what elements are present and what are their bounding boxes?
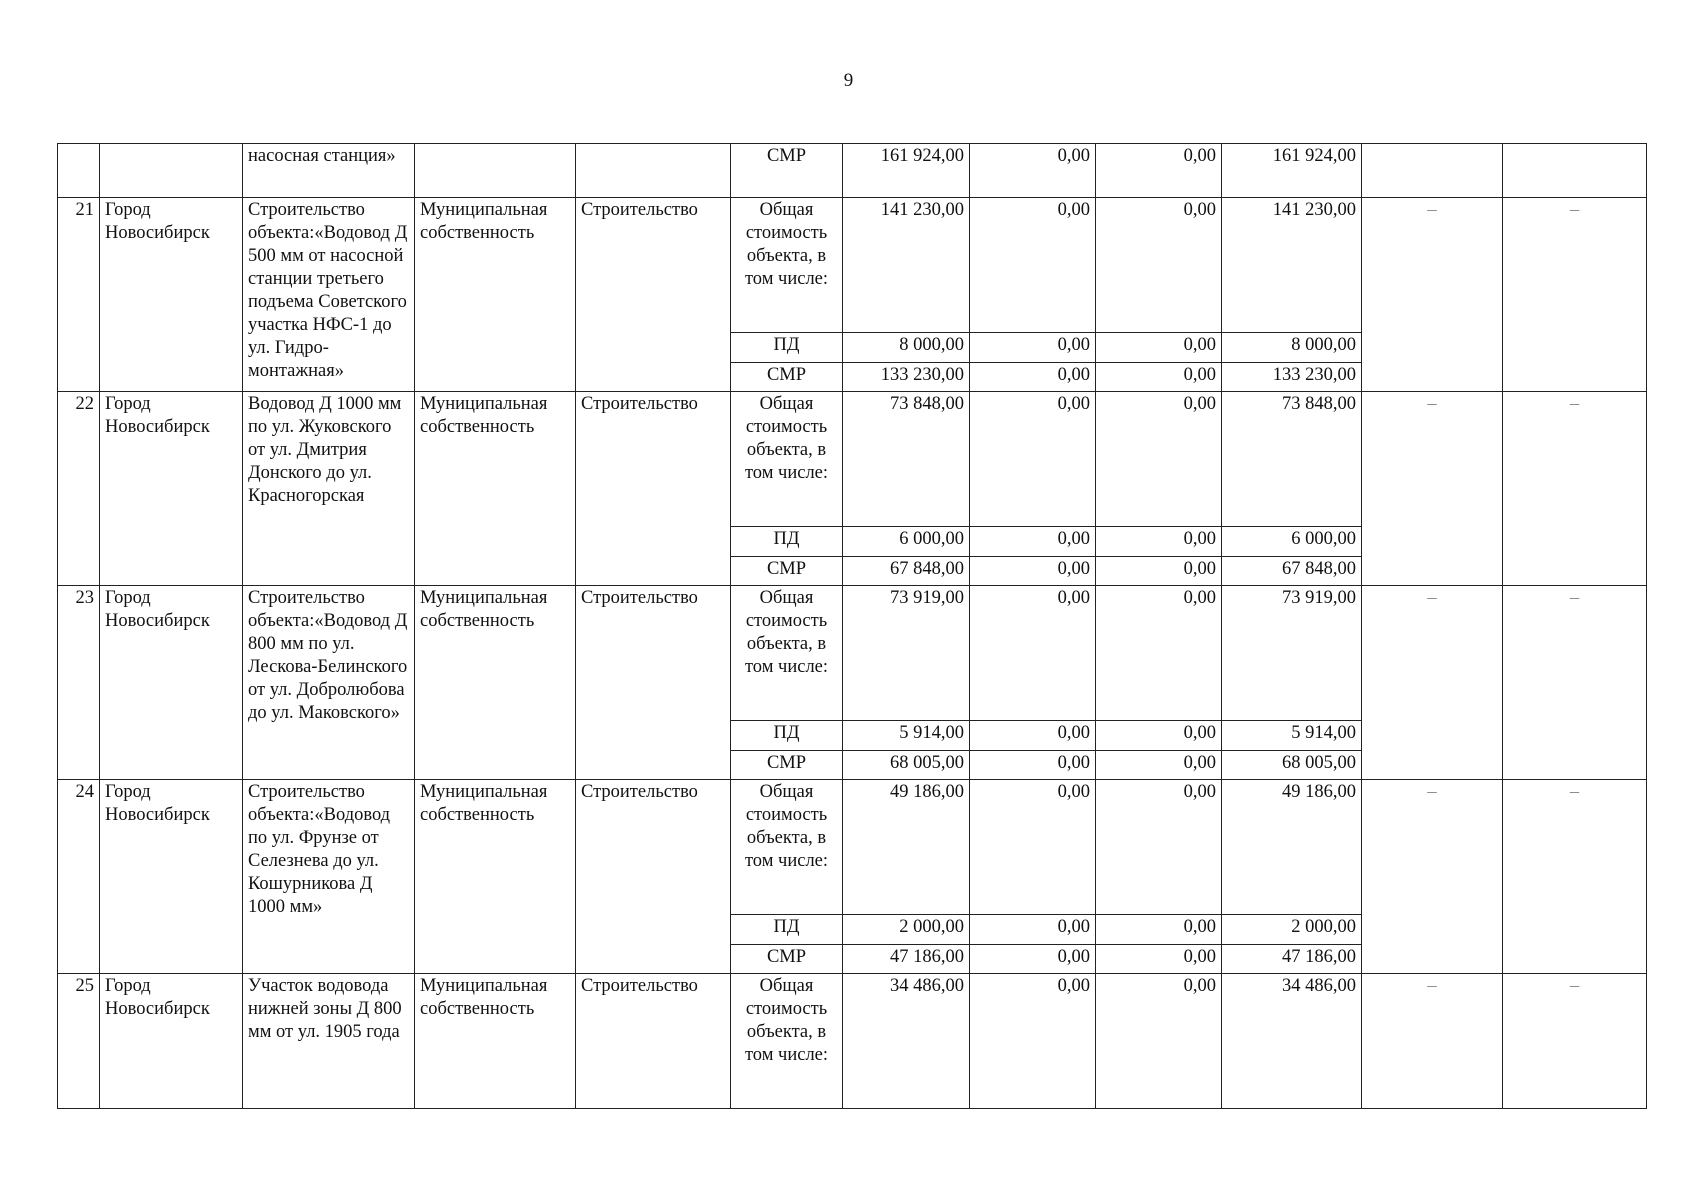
table-row (58, 392, 1647, 527)
cost-type-cell: ПД (731, 333, 843, 363)
cost-type-cell: СМР (731, 557, 843, 586)
ownership-cell: Муниципальная собственность (415, 974, 576, 1109)
object-name-cell: Строительство объекта:«Водовод по ул. Фрунзе от Селезнева до ул. Кошурникова Д 1000 мм» (243, 780, 415, 974)
smr-value-cell: 0,00 (970, 557, 1096, 586)
pd-value-cell: 0,00 (970, 527, 1096, 557)
total-value-cell: 73 848,00 (1222, 392, 1362, 527)
table-row (58, 780, 1647, 915)
smr-value-cell: 0,00 (970, 751, 1096, 780)
table-row (58, 198, 1647, 333)
total-value-cell: 0,00 (1096, 974, 1222, 1109)
pd-value-cell: 5 914,00 (1222, 721, 1362, 751)
table-row (58, 144, 1647, 198)
pd-value-cell: 0,00 (970, 721, 1096, 751)
object-name-cell: Строительство объекта:«Водовод Д 800 мм по ул. Лескова-Белинского от ул. Добролюбова до ул. Маковского» (243, 586, 415, 780)
cost-type-cell: Общая стоимость объекта, в том числе: (731, 586, 843, 721)
smr-value-cell: 133 230,00 (843, 363, 970, 392)
pd-value-cell: 0,00 (1096, 721, 1222, 751)
cost-type-cell: Общая стоимость объекта, в том числе: (731, 780, 843, 915)
work-type-cell: Строительство (576, 198, 731, 392)
total-value-cell: 0,00 (1096, 780, 1222, 915)
object-name-cell: Строительство объекта:«Водовод Д 500 мм от насосной станции третьего подъема Советского участка НФС-1 до ул. Гидро-монтажная» (243, 198, 415, 392)
smr-value-cell: 67 848,00 (1222, 557, 1362, 586)
pd-value-cell: 6 000,00 (1222, 527, 1362, 557)
cost-type-cell: Общая стоимость объекта, в том числе: (731, 198, 843, 333)
page-number: 9 (843, 70, 854, 91)
total-value-cell: 0,00 (1096, 586, 1222, 721)
cost-type-cell: СМР (731, 945, 843, 974)
cost-type-cell: Общая стоимость объекта, в том числе: (731, 974, 843, 1109)
table-row (58, 586, 1647, 721)
object-name-cell: Участок водовода нижней зоны Д 800 мм от ул. 1905 года (243, 974, 415, 1109)
location-cell (100, 144, 243, 198)
location-cell: Город Новосибирск (100, 198, 243, 392)
smr-value-cell: 47 186,00 (843, 945, 970, 974)
row-number-cell (58, 144, 100, 198)
object-name-cell: Водовод Д 1000 мм по ул. Жуковского от ул. Дмитрия Донского до ул. Красногорская (243, 392, 415, 586)
empty-cell (1503, 144, 1647, 198)
total-value-cell: 0,00 (1096, 392, 1222, 527)
work-type-cell: Строительство (576, 780, 731, 974)
ownership-cell (415, 144, 576, 198)
dash-cell: – (1503, 780, 1647, 974)
work-type-cell: Строительство (576, 392, 731, 586)
dash-cell: – (1362, 586, 1503, 780)
total-value-cell: 49 186,00 (843, 780, 970, 915)
pd-value-cell: 0,00 (970, 915, 1096, 945)
ownership-cell: Муниципальная собственность (415, 780, 576, 974)
location-cell: Город Новосибирск (100, 780, 243, 974)
dash-cell: – (1503, 586, 1647, 780)
smr-value-cell: 0,00 (1096, 751, 1222, 780)
total-value-cell: 0,00 (970, 586, 1096, 721)
cost-type-cell: Общая стоимость объекта, в том числе: (731, 392, 843, 527)
dash-cell: – (1503, 392, 1647, 586)
dash-cell: – (1362, 392, 1503, 586)
pd-value-cell: 8 000,00 (1222, 333, 1362, 363)
location-cell: Город Новосибирск (100, 392, 243, 586)
investment-table (57, 143, 1647, 1109)
total-value-cell: 141 230,00 (1222, 198, 1362, 333)
total-value-cell: 0,00 (970, 974, 1096, 1109)
smr-value-cell: 68 005,00 (1222, 751, 1362, 780)
smr-value-cell: 0,00 (970, 363, 1096, 392)
cost-type-cell: СМР (731, 363, 843, 392)
total-value-cell: 0,00 (970, 198, 1096, 333)
total-value-cell: 73 919,00 (843, 586, 970, 721)
pd-value-cell: 2 000,00 (843, 915, 970, 945)
pd-value-cell: 5 914,00 (843, 721, 970, 751)
total-value-cell: 73 919,00 (1222, 586, 1362, 721)
pd-value-cell: 8 000,00 (843, 333, 970, 363)
smr-value-cell: 67 848,00 (843, 557, 970, 586)
smr-value-cell: 133 230,00 (1222, 363, 1362, 392)
dash-cell: – (1362, 198, 1503, 392)
smr-value-cell: 68 005,00 (843, 751, 970, 780)
pd-value-cell: 0,00 (970, 333, 1096, 363)
empty-cell (1362, 144, 1503, 198)
row-number-cell: 21 (58, 198, 100, 392)
total-value-cell: 0,00 (1096, 198, 1222, 333)
pd-value-cell: 6 000,00 (843, 527, 970, 557)
dash-cell: – (1503, 198, 1647, 392)
object-name-cell: насосная станция» (243, 144, 415, 198)
smr-value-cell: 47 186,00 (1222, 945, 1362, 974)
pd-value-cell: 0,00 (1096, 527, 1222, 557)
smr-value-cell: 0,00 (970, 945, 1096, 974)
cost-type-cell: СМР (731, 751, 843, 780)
smr-value-cell: 0,00 (1096, 557, 1222, 586)
pd-value-cell: 2 000,00 (1222, 915, 1362, 945)
total-value-cell: 141 230,00 (843, 198, 970, 333)
row-number-cell: 23 (58, 586, 100, 780)
location-cell: Город Новосибирск (100, 586, 243, 780)
value-cell: 161 924,00 (1222, 144, 1362, 198)
total-value-cell: 34 486,00 (843, 974, 970, 1109)
total-value-cell: 34 486,00 (1222, 974, 1362, 1109)
pd-value-cell: 0,00 (1096, 915, 1222, 945)
work-type-cell: Строительство (576, 586, 731, 780)
ownership-cell: Муниципальная собственность (415, 198, 576, 392)
total-value-cell: 0,00 (970, 392, 1096, 527)
value-cell: 0,00 (1096, 144, 1222, 198)
work-type-cell (576, 144, 731, 198)
total-value-cell: 49 186,00 (1222, 780, 1362, 915)
total-value-cell: 73 848,00 (843, 392, 970, 527)
row-number-cell: 24 (58, 780, 100, 974)
smr-value-cell: 0,00 (1096, 945, 1222, 974)
table-row (58, 974, 1647, 1109)
row-number-cell: 25 (58, 974, 100, 1109)
location-cell: Город Новосибирск (100, 974, 243, 1109)
row-number-cell: 22 (58, 392, 100, 586)
cost-type-cell: ПД (731, 721, 843, 751)
ownership-cell: Муниципальная собственность (415, 392, 576, 586)
pd-value-cell: 0,00 (1096, 333, 1222, 363)
ownership-cell: Муниципальная собственность (415, 586, 576, 780)
value-cell: 0,00 (970, 144, 1096, 198)
work-type-cell: Строительство (576, 974, 731, 1109)
dash-cell: – (1362, 780, 1503, 974)
smr-value-cell: 0,00 (1096, 363, 1222, 392)
total-value-cell: 0,00 (970, 780, 1096, 915)
value-cell: 161 924,00 (843, 144, 970, 198)
dash-cell: – (1503, 974, 1647, 1109)
dash-cell: – (1362, 974, 1503, 1109)
cost-type-cell: СМР (731, 144, 843, 198)
cost-type-cell: ПД (731, 527, 843, 557)
cost-type-cell: ПД (731, 915, 843, 945)
